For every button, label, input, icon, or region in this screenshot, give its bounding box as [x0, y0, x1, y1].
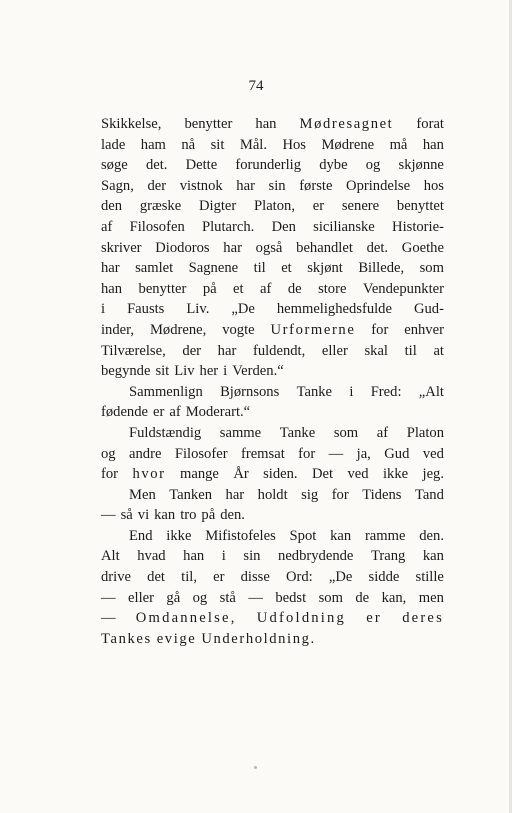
- word: sin: [243, 548, 261, 565]
- word: Mødrene: [321, 136, 375, 153]
- word: af: [376, 424, 389, 441]
- word: han: [255, 116, 277, 132]
- word: det.: [366, 239, 389, 256]
- word: Plutarch.: [202, 218, 255, 235]
- word: også: [255, 239, 283, 256]
- word: Oprindelse: [346, 177, 411, 194]
- word: stå: [219, 589, 236, 606]
- word: må: [389, 136, 408, 153]
- word: den.: [419, 527, 444, 544]
- word: første: [299, 177, 333, 194]
- text-line: [101, 464, 444, 485]
- word: enhver: [404, 321, 444, 338]
- word: skal: [364, 342, 388, 359]
- word: Den: [271, 218, 296, 235]
- text-line: [101, 341, 444, 362]
- word: Tanken: [169, 486, 213, 503]
- word: Mødresagnet: [299, 116, 394, 132]
- word: af: [101, 218, 113, 235]
- word: evige: [156, 630, 197, 647]
- word: fuldendt,: [252, 342, 306, 359]
- word: benytter: [138, 280, 187, 297]
- word: at: [433, 342, 444, 359]
- word: ved: [422, 445, 444, 462]
- word: i: [221, 548, 226, 565]
- word: Verden.“: [232, 363, 284, 380]
- word: —: [328, 445, 344, 462]
- word: hos: [423, 177, 444, 194]
- word: ikke: [382, 466, 409, 483]
- word: tro: [180, 507, 197, 524]
- page-number: 74: [248, 78, 264, 94]
- word: de: [287, 280, 302, 297]
- text-line: [101, 629, 444, 650]
- word: den.: [220, 507, 245, 524]
- word: drive: [101, 569, 131, 586]
- word: andre: [129, 445, 162, 462]
- word: ja,: [356, 445, 371, 462]
- word: lade: [101, 136, 126, 153]
- word: men: [418, 589, 444, 606]
- word: bedst: [275, 589, 307, 606]
- word: der: [182, 342, 202, 359]
- text-line: [101, 217, 444, 238]
- word: vogte: [222, 321, 255, 338]
- word: End: [129, 527, 153, 544]
- word: søge: [101, 157, 128, 174]
- word: ramme: [364, 527, 406, 544]
- word: til: [404, 342, 417, 359]
- word: Mål.: [239, 136, 268, 153]
- text-line: [101, 423, 444, 444]
- word: har: [217, 342, 237, 359]
- word: hemmelighedsfulde: [276, 301, 392, 318]
- word: disse: [240, 569, 270, 586]
- word: som: [318, 589, 343, 606]
- text-line: [101, 135, 444, 156]
- word: af: [260, 280, 272, 297]
- word: „Alt: [418, 383, 444, 400]
- word: gå: [166, 589, 181, 606]
- word: på: [201, 507, 216, 524]
- word: Hos: [282, 136, 306, 153]
- word: skriver: [101, 239, 142, 256]
- text-line: [101, 299, 444, 320]
- word: der: [147, 177, 167, 194]
- word: sin: [268, 177, 286, 194]
- word: „De: [328, 569, 353, 586]
- word: Platon: [406, 424, 444, 441]
- word: Mødrene,: [149, 321, 207, 338]
- word: „De: [231, 301, 255, 318]
- word: Vendepunkter: [362, 280, 444, 297]
- word: kan: [422, 548, 444, 565]
- text-line: [101, 526, 444, 547]
- word: benytter: [184, 116, 233, 132]
- text-line: [101, 588, 444, 609]
- word: sig: [301, 486, 319, 503]
- word: Filosofer: [174, 445, 228, 462]
- word: siden.: [263, 466, 298, 483]
- word: den: [101, 198, 123, 215]
- word: har: [101, 260, 120, 277]
- word: Men: [129, 486, 156, 503]
- word: Liv.: [186, 301, 210, 318]
- word: ikke: [166, 527, 192, 544]
- word: et: [281, 260, 292, 277]
- text-line: [101, 546, 444, 567]
- word: Diodoros: [155, 239, 210, 256]
- word: et: [233, 280, 244, 297]
- text-line: [101, 402, 444, 423]
- text-line: [101, 567, 444, 588]
- word: det.: [145, 157, 168, 174]
- word: Det: [312, 466, 334, 483]
- word: for: [331, 486, 349, 503]
- word: eller: [128, 589, 154, 606]
- word: skjønt: [307, 260, 343, 277]
- word: —: [101, 589, 116, 606]
- word: kan: [330, 527, 352, 544]
- word: forat: [416, 116, 444, 132]
- word: Goethe: [401, 239, 444, 256]
- word: de: [355, 589, 370, 606]
- word: Filosofen: [129, 218, 185, 235]
- word: Skikkelse,: [101, 116, 162, 132]
- word: som: [419, 260, 444, 277]
- word: er: [213, 569, 225, 586]
- word: til,: [181, 569, 197, 586]
- word: ham: [140, 136, 166, 153]
- word: eller: [321, 342, 348, 359]
- word: Tand: [414, 486, 444, 503]
- word: Bjørnsons: [220, 383, 280, 400]
- word: mange: [180, 466, 219, 483]
- word: Trang: [370, 548, 406, 565]
- word: —: [248, 589, 263, 606]
- word: i: [349, 383, 354, 400]
- word: Ord:: [285, 569, 313, 586]
- word: sit: [210, 136, 225, 153]
- word: behandlet: [296, 239, 353, 256]
- word: Tanke: [296, 383, 333, 400]
- word: samme: [219, 424, 262, 441]
- text-line: [101, 238, 444, 259]
- word: her: [199, 363, 219, 380]
- word: har: [236, 177, 255, 194]
- text-line: [101, 608, 444, 629]
- word: Platon,: [254, 198, 295, 215]
- word: han: [183, 548, 205, 565]
- word: samlet: [135, 260, 174, 277]
- word: fødende: [101, 404, 149, 421]
- word: sit: [155, 363, 170, 380]
- text-line: [101, 382, 444, 403]
- word: han: [101, 280, 123, 297]
- word: til: [253, 260, 266, 277]
- word: ved: [347, 466, 369, 483]
- word: og: [365, 157, 381, 174]
- word: Liv: [174, 363, 195, 380]
- word: Underholdning.: [201, 630, 316, 647]
- word: er: [153, 404, 165, 421]
- word: kan: [154, 507, 176, 524]
- word: Historie-: [392, 218, 444, 235]
- word: Fuldstændig: [129, 424, 202, 441]
- word: —: [101, 507, 116, 524]
- word: deres: [402, 610, 444, 627]
- word: af: [169, 404, 181, 421]
- paper-speck: [254, 766, 257, 769]
- word: Sagnene: [188, 260, 239, 277]
- word: Omdannelse,: [135, 610, 237, 627]
- word: er: [366, 610, 382, 627]
- word: Spot: [289, 527, 317, 544]
- word: nedbrydende: [278, 548, 354, 565]
- word: sidde: [368, 569, 400, 586]
- word: Dette: [185, 157, 218, 174]
- text-line: [101, 505, 444, 526]
- word: Fred:: [370, 383, 402, 400]
- word: Digter: [198, 198, 237, 215]
- word: jeg.: [422, 466, 444, 483]
- text-line: [101, 444, 444, 465]
- word: forunderlig: [235, 157, 302, 174]
- word: Sagn,: [101, 177, 134, 194]
- word: Udfoldning: [256, 610, 347, 627]
- word: store: [318, 280, 347, 297]
- word: Moderart.“: [185, 404, 251, 421]
- word: fremsat: [240, 445, 285, 462]
- word: sicilianske: [313, 218, 375, 235]
- word: Sammenlign: [129, 383, 203, 400]
- word: Tidens: [362, 486, 402, 503]
- text-line: [101, 176, 444, 197]
- word: holdt: [257, 486, 288, 503]
- word: dybe: [319, 157, 348, 174]
- word: inder,: [101, 321, 135, 338]
- word: Tanke: [279, 424, 316, 441]
- word: så: [120, 507, 133, 524]
- word: og: [192, 589, 208, 606]
- word: Tilværelse,: [101, 342, 166, 359]
- word: han: [422, 136, 444, 153]
- word: Fausts: [127, 301, 165, 318]
- word: Alt: [101, 548, 120, 565]
- word: kan,: [381, 589, 407, 606]
- text-line: [101, 361, 444, 382]
- text-line: [101, 196, 444, 217]
- word: og: [101, 445, 116, 462]
- word: Gud: [384, 445, 410, 462]
- word: vistnok: [179, 177, 223, 194]
- word: stille: [415, 569, 444, 586]
- text-line: [101, 279, 444, 300]
- word: begynde: [101, 363, 151, 380]
- text-line: [101, 114, 444, 135]
- text-line: [101, 258, 444, 279]
- word: i: [101, 301, 106, 318]
- text-line: [101, 155, 444, 176]
- word: det: [147, 569, 165, 586]
- word: hvor: [132, 466, 166, 483]
- word: vi: [137, 507, 150, 524]
- word: er: [312, 198, 325, 215]
- word: i: [223, 363, 228, 380]
- word: Urformerne: [270, 321, 356, 338]
- word: benyttet: [396, 198, 444, 215]
- word: for: [371, 321, 389, 338]
- word: hvad: [137, 548, 166, 565]
- word: senere: [341, 198, 380, 215]
- word: Billede,: [358, 260, 405, 277]
- word: har: [225, 486, 245, 503]
- word: nå: [181, 136, 196, 153]
- word: —: [101, 610, 116, 627]
- text-line: [101, 320, 444, 341]
- word: har: [223, 239, 242, 256]
- word: på: [202, 280, 217, 297]
- text-line: [101, 485, 444, 506]
- word: for: [101, 466, 119, 483]
- word: År: [233, 466, 249, 483]
- word: som: [333, 424, 359, 441]
- word: skjønne: [398, 157, 444, 174]
- word: for: [298, 445, 316, 462]
- word: Mifistofeles: [205, 527, 276, 544]
- word: Tankes: [101, 630, 152, 647]
- body-text: [101, 114, 444, 649]
- word: Gud-: [413, 301, 444, 318]
- word: græske: [139, 198, 182, 215]
